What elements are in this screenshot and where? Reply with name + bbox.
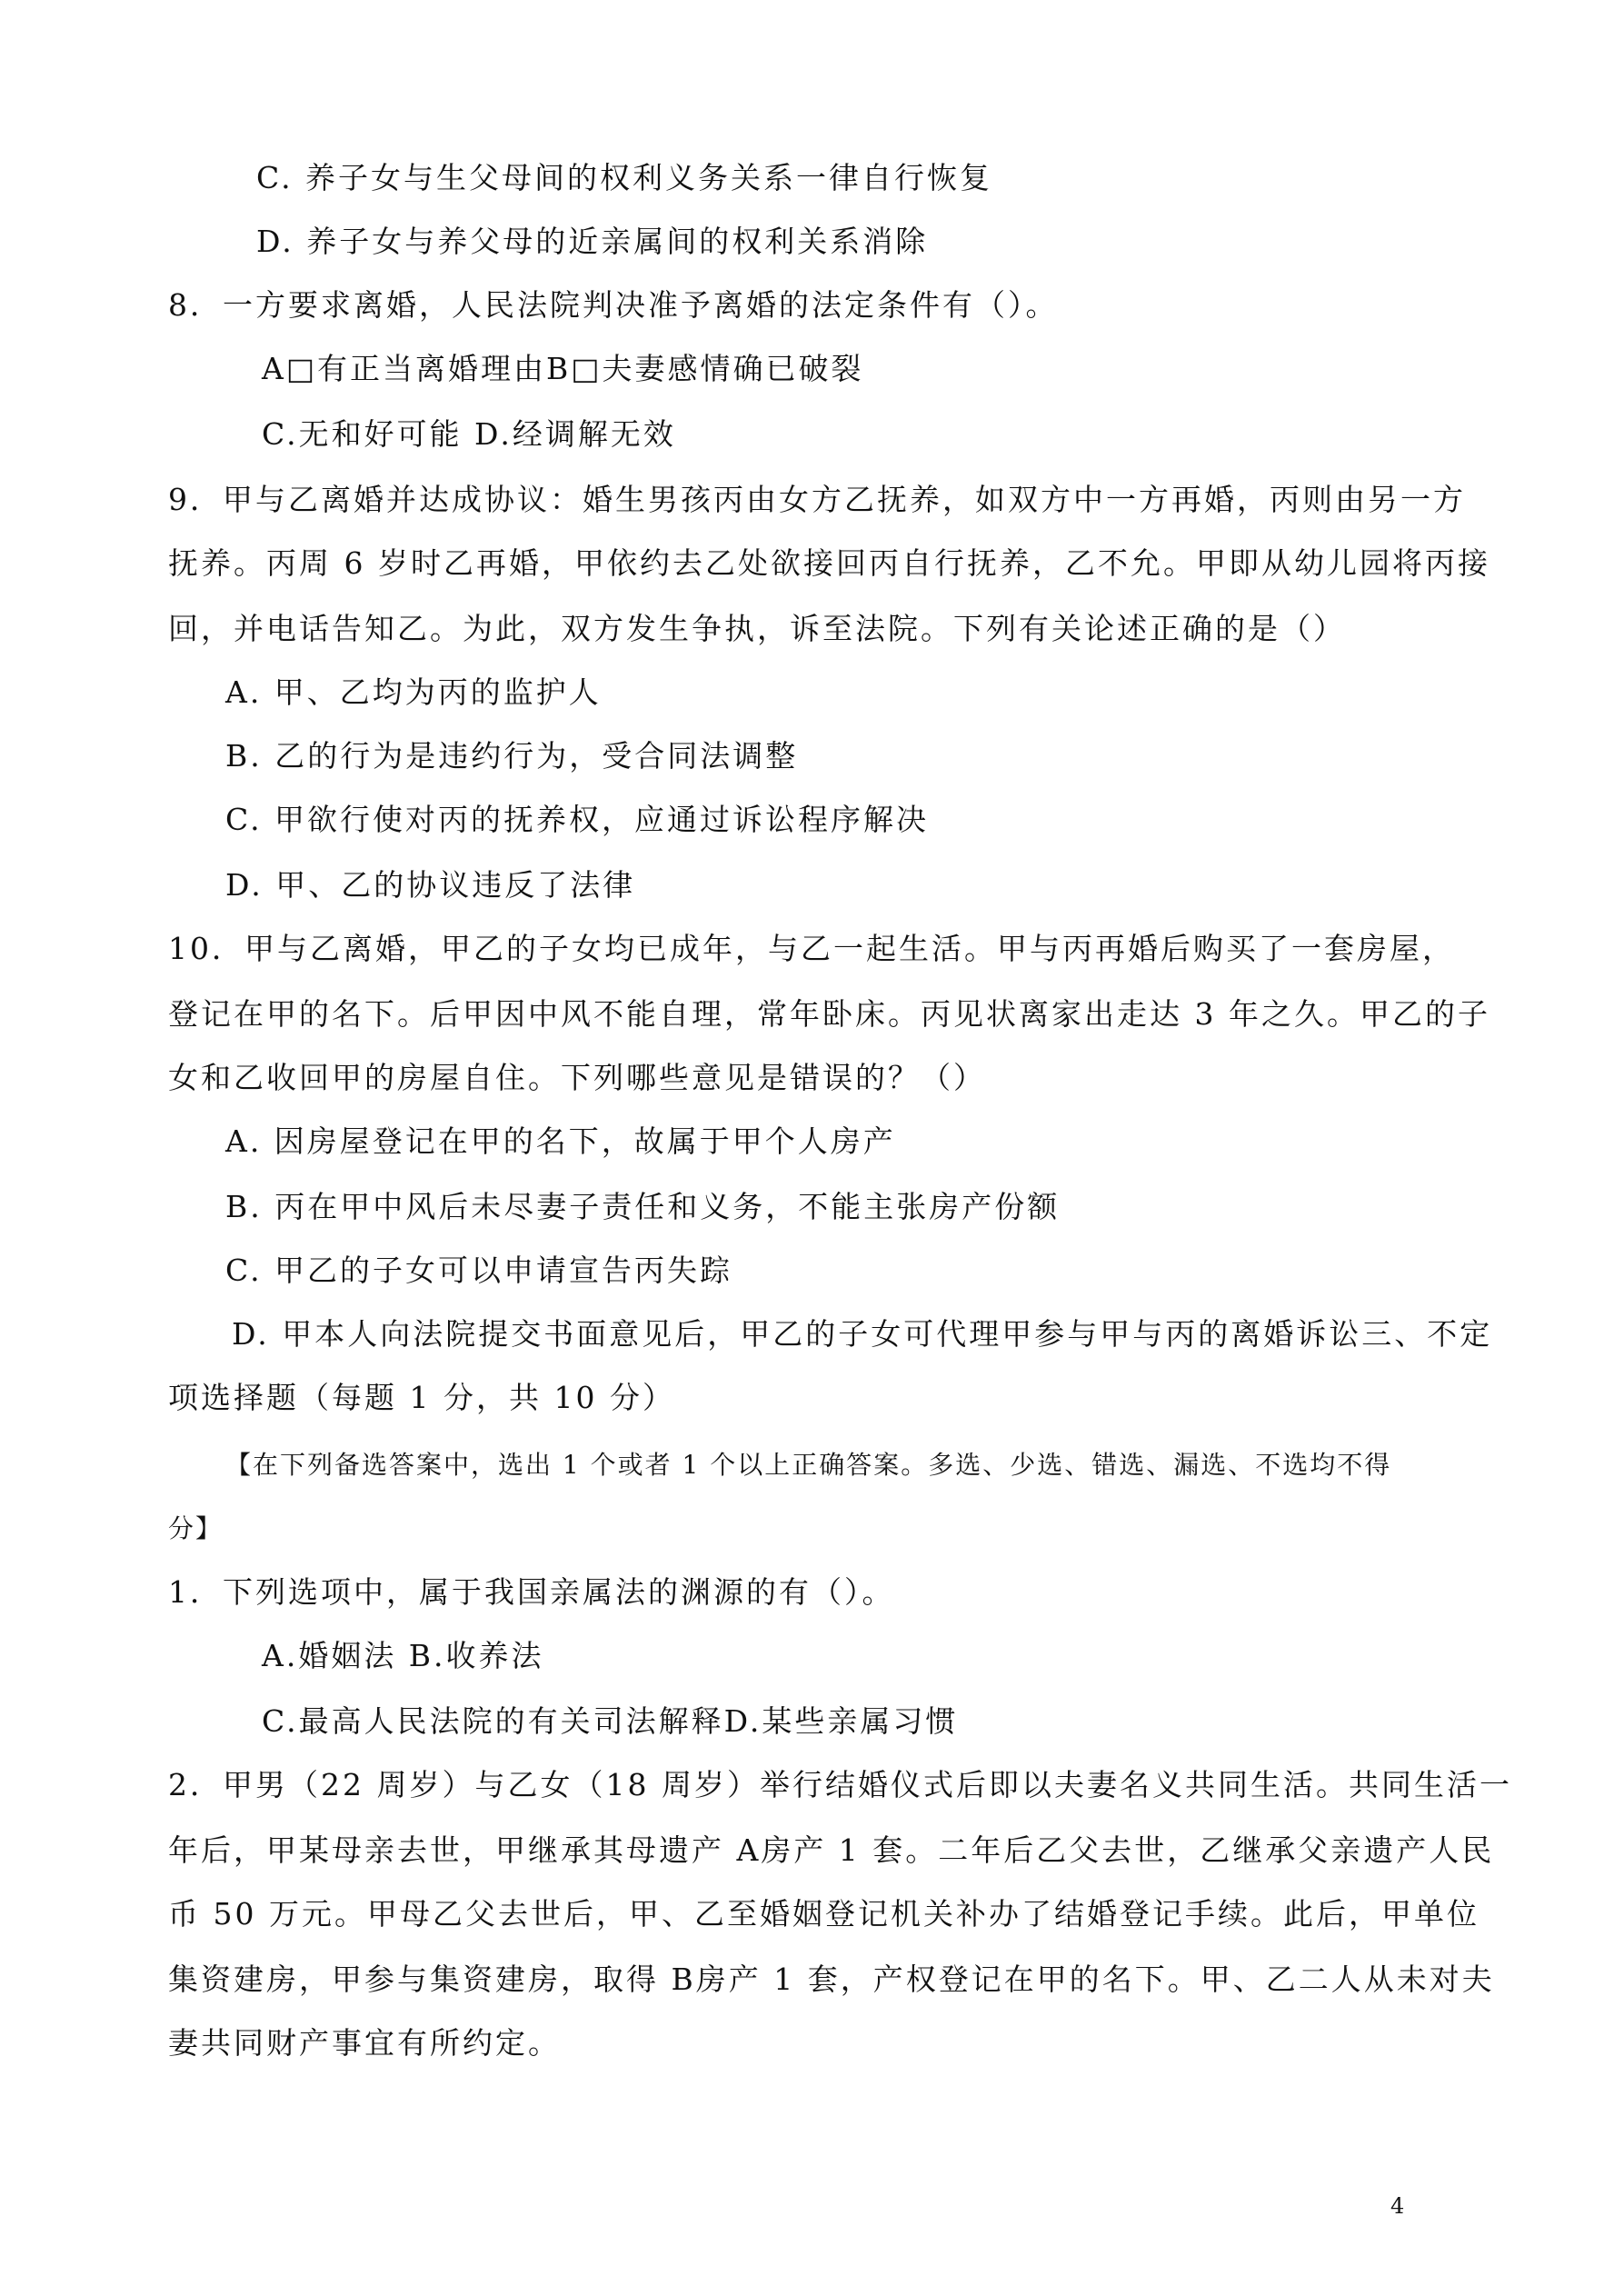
option-10c: C. 甲乙的子女可以申请宣告丙失踪 [225, 1253, 733, 1288]
options-8-cd: C.无和好可能 D.经调解无效 [262, 416, 676, 452]
question-10-line1: 10．甲与乙离婚，甲乙的子女均已成年，与乙一起生活。甲与丙再婚后购买了一套房屋， [168, 931, 1455, 966]
section3-question-1: 1．下列选项中，属于我国亲属法的渊源的有（）。 [168, 1574, 895, 1610]
option-10b: B. 丙在甲中风后未尽妻子责任和义务，不能主张房产份额 [225, 1189, 1061, 1224]
section3-question-2-line1: 2．甲男（22 周岁）与乙女（18 周岁）举行结婚仪式后即以夫妻名义共同生活。共同生活一 [168, 1767, 1512, 1802]
question-9-line3: 回，并电话告知乙。为此，双方发生争执，诉至法院。下列有关论述正确的是（） [168, 611, 1346, 646]
question-8: 8．一方要求离婚，人民法院判决准予离婚的法定条件有（）。 [168, 287, 1059, 323]
question-10-line3: 女和乙收回甲的房屋自住。下列哪些意见是错误的？（） [168, 1060, 986, 1095]
option-9b: B. 乙的行为是违约行为，受合同法调整 [225, 738, 799, 774]
question-9-line1: 9．甲与乙离婚并达成协议：婚生男孩丙由女方乙抚养，如双方中一方再婚，丙则由另一方 [168, 482, 1466, 517]
section3-question-2-line3: 币 50 万元。甲母乙父去世后，甲、乙至婚姻登记机关补办了结婚登记手续。此后，甲单位 [168, 1896, 1480, 1932]
option-10d-with-section-heading: D. 甲本人向法院提交书面意见后，甲乙的子女可代理甲参与甲与丙的离婚诉讼三、不定 [232, 1316, 1493, 1352]
option-7c: C. 养子女与生父母间的权利义务关系一律自行恢复 [256, 160, 993, 195]
section-instructions-continued: 分】 [168, 1513, 224, 1543]
section-heading-continued: 项选择题（每题 1 分，共 10 分） [168, 1380, 675, 1415]
option-9d: D. 甲、乙的协议违反了法律 [225, 867, 636, 903]
option-10a: A. 因房屋登记在甲的名下，故属于甲个人房产 [225, 1123, 896, 1159]
option-9a: A. 甲、乙均为丙的监护人 [225, 674, 602, 710]
question-9-line2: 抚养。丙周 6 岁时乙再婚，甲依约去乙处欲接回丙自行抚养，乙不允。甲即从幼儿园将丙接 [168, 545, 1490, 581]
option-7d: D. 养子女与养父母的近亲属间的权利关系消除 [256, 224, 929, 259]
section3-question-2-line2: 年后，甲某母亲去世，甲继承其母遗产 A房产 1 套。二年后乙父去世，乙继承父亲遗产人民 [168, 1832, 1495, 1868]
section-instructions: 【在下列备选答案中，选出 1 个或者 1 个以上正确答案。多选、少选、错选、漏选、不选均不得 [225, 1450, 1392, 1480]
section3-options-1-cd: C.最高人民法院的有关司法解释D.某些亲属习惯 [262, 1703, 959, 1739]
section3-question-2-line4: 集资建房，甲参与集资建房，取得 B房产 1 套，产权登记在甲的名下。甲、乙二人从未对夫 [168, 1962, 1495, 1997]
page-number: 4 [1390, 2193, 1405, 2219]
option-9c: C. 甲欲行使对丙的抚养权，应通过诉讼程序解决 [225, 802, 930, 837]
section3-options-1-ab: A.婚姻法 B.收养法 [262, 1638, 544, 1673]
question-10-line2: 登记在甲的名下。后甲因中风不能自理，常年卧床。丙见状离家出走达 3 年之久。甲乙的子 [168, 996, 1490, 1032]
options-8-ab: A□有正当离婚理由B□夫妻感情确已破裂 [262, 351, 864, 386]
section3-question-2-line5: 妻共同财产事宜有所约定。 [168, 2025, 561, 2061]
